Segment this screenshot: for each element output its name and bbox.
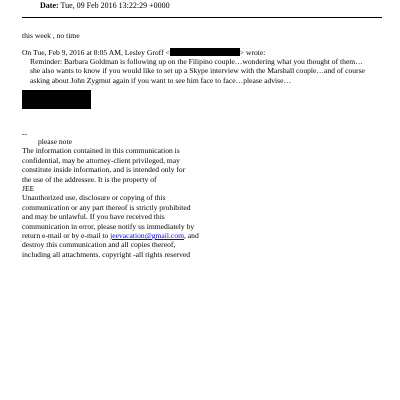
redacted-email-address xyxy=(170,48,240,56)
date-value: Tue, 09 Feb 2016 13:22:29 +0000 xyxy=(60,1,170,10)
quoted-intro-prefix: On Tue, Feb 9, 2016 at 8:05 AM, Lesley Groff < xyxy=(22,48,170,57)
notice-line: Unauthorized use, disclosure or copying of this xyxy=(22,193,166,203)
reply-body: this week , no time xyxy=(22,31,80,40)
email-link[interactable]: jeevacation@gmail.com xyxy=(110,231,184,241)
quoted-intro-suffix: > wrote: xyxy=(239,48,266,57)
quoted-line: Reminder: Barbara Goldman is following up on the Filipino couple…wondering what you thought of them… xyxy=(30,57,363,66)
email-line-suffix: , and xyxy=(183,231,199,241)
notice-line: The information contained in this communication is xyxy=(22,146,180,156)
quoted-line: she also wants to know if you would like to set up a Skype interview with the Marshall couple…and of course xyxy=(30,66,365,76)
header-divider xyxy=(22,17,382,18)
notice-line: constitute inside information, and is intended only for xyxy=(22,165,186,175)
notice-line: communication in error, please notify us immediately by xyxy=(22,221,195,231)
redacted-block xyxy=(22,90,91,109)
quoted-line: asking about John Zygmut again if you want to see him face to face…please advise… xyxy=(30,75,292,85)
quoted-message xyxy=(30,57,365,85)
quoted-intro xyxy=(22,48,265,57)
notice-line: including all attachments. copyright -all rights reserved xyxy=(22,249,191,259)
notice-line: JEE xyxy=(22,184,35,194)
please-note-heading: please note xyxy=(38,137,72,146)
notice-line: communication or any part thereof is strictly prohibited xyxy=(22,202,191,212)
notice-line: confidential, may be attorney-client privileged, may xyxy=(22,155,180,165)
date-header xyxy=(40,1,170,10)
notice-line: destroy this communication and all copies thereof, xyxy=(22,240,176,250)
email-line-prefix: return e-mail or by e-mail to xyxy=(22,231,111,241)
notice-line: the use of the addressee. It is the property of xyxy=(22,174,157,184)
notice-line: and may be unlawful. If you have received this xyxy=(22,212,165,222)
signature-separator: -- xyxy=(22,129,28,138)
confidentiality-notice xyxy=(22,137,199,259)
date-label: Date: xyxy=(40,1,59,10)
notice-email-line xyxy=(22,231,199,240)
